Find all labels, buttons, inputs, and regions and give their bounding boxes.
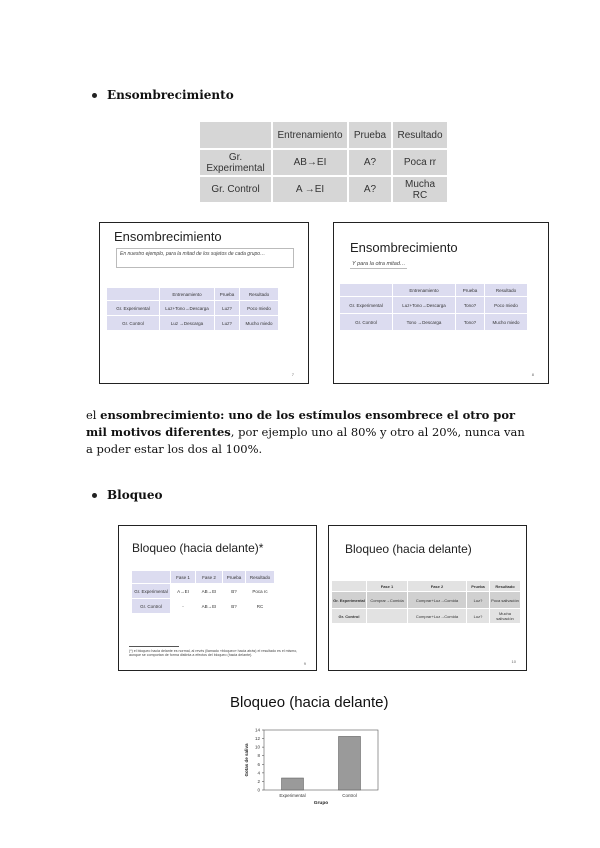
table-row: Entrenamiento Prueba Resultado [340, 284, 527, 296]
plot-frame [264, 730, 378, 790]
chart-title: Bloqueo (hacia delante) [230, 694, 389, 711]
y-tick-label: 6 [257, 761, 260, 767]
y-tick-label: 10 [254, 744, 260, 750]
x-axis-label: Grupo [313, 801, 329, 806]
footnote-divider [129, 646, 179, 647]
slide-bloqueo-2 [328, 525, 527, 671]
slide-table [331, 580, 521, 624]
slide-table [339, 283, 528, 331]
table-row: Gr. Experimental Comprar→Comida Comprar+Luz→Comida Luz? Poca salivación [332, 592, 520, 608]
body-paragraph: el ensombrecimiento: uno de los estímulos ensombrece el otro por mil motivos diferentes, por ejemplo uno al 80% y otro al 20%, nunca van a poder estar los dos al 100%. [86, 408, 525, 456]
slide-bloqueo-1 [118, 525, 317, 671]
table-row: Fase 1 Fase 2 Prueba Resultado [332, 581, 520, 591]
y-tick-label: 0 [257, 787, 260, 793]
slide-title: Bloqueo (hacia delante) [345, 542, 472, 556]
table-row: Entrenamiento Prueba Resultado [107, 288, 278, 300]
slide-ensombrecimiento-1 [99, 222, 309, 384]
table-row: Gr. Control Luz →Descarga Luz? Mucho miedo [107, 316, 278, 330]
slide-note: Y para la otra mitad… [352, 261, 406, 267]
table-row: Gr. Control Tono →Descarga Tono? Mucho miedo [340, 314, 527, 330]
slide-title: Ensombrecimiento [114, 229, 222, 244]
y-tick-label: 2 [257, 778, 260, 784]
table-row: Gr. Control - AB→EI B? RC [132, 599, 274, 613]
slide-ensombrecimiento-2 [333, 222, 549, 384]
table-row: Gr. Experimental AB→EI A? Poca rr [200, 150, 447, 175]
table-row: Gr. Experimental A→EI AB→EI B? Poca rc [132, 584, 274, 598]
slide-table [106, 287, 279, 331]
summary-table [198, 120, 449, 204]
table-row: Gr. Control A →EI A? Mucha RC [200, 177, 447, 202]
y-axis-label: Gotas de saliva [244, 743, 249, 777]
table-row: Entrenamiento Prueba Resultado [200, 122, 447, 148]
slide-title: Ensombrecimiento [350, 240, 458, 255]
y-tick-label: 8 [257, 753, 260, 759]
bar-experimental [282, 778, 304, 790]
y-tick-label: 4 [257, 770, 260, 776]
slide-title: Bloqueo (hacia delante)* [132, 541, 264, 555]
slide-note: En nuestro ejemplo, para la mitad de los sujetos de cada grupo… [116, 248, 294, 268]
y-tick-label: 14 [254, 727, 260, 733]
table-row: Gr. Experimental Luz+Tono→Descarga Tono? Poco miedo [340, 297, 527, 313]
y-tick-label: 12 [254, 736, 260, 742]
table-row: Gr. Control Comprar+Luz→Comida Luz? Mucha salivación [332, 609, 520, 623]
slide-table [131, 570, 275, 614]
section-heading-bloqueo: Bloqueo [92, 488, 162, 502]
x-tick-label: Control [342, 793, 357, 798]
slide-number: 7 [291, 372, 294, 377]
section-heading-ensombrecimiento: Ensombrecimiento [92, 88, 234, 102]
slide-footnote: (*) el bloqueo hacia delante es normal, al revés (llamado «bloqueo» hacia atrás) el resultado es el mismo, aunque se comportan de forma distinta a efectos del bloqueo (hacia delante). [129, 649, 298, 658]
bar-control [339, 736, 361, 790]
bold-term: ensombrecimiento: uno de los estímulos ensombrece el otro por mil motivos diferentes [86, 408, 516, 439]
slide-number: 8 [531, 372, 534, 377]
bar-chart [230, 718, 390, 818]
bullet-icon [92, 93, 97, 98]
table-row: Gr. Experimental Luz+Tono→Descarga Luz? Poco miedo [107, 301, 278, 315]
slide-number: 9 [303, 661, 306, 666]
bullet-icon [92, 493, 97, 498]
x-tick-label: Experimental [279, 793, 306, 798]
slide-number: 10 [511, 659, 516, 664]
table-row: Fase 1 Fase 2 Prueba Resultado [132, 571, 274, 583]
